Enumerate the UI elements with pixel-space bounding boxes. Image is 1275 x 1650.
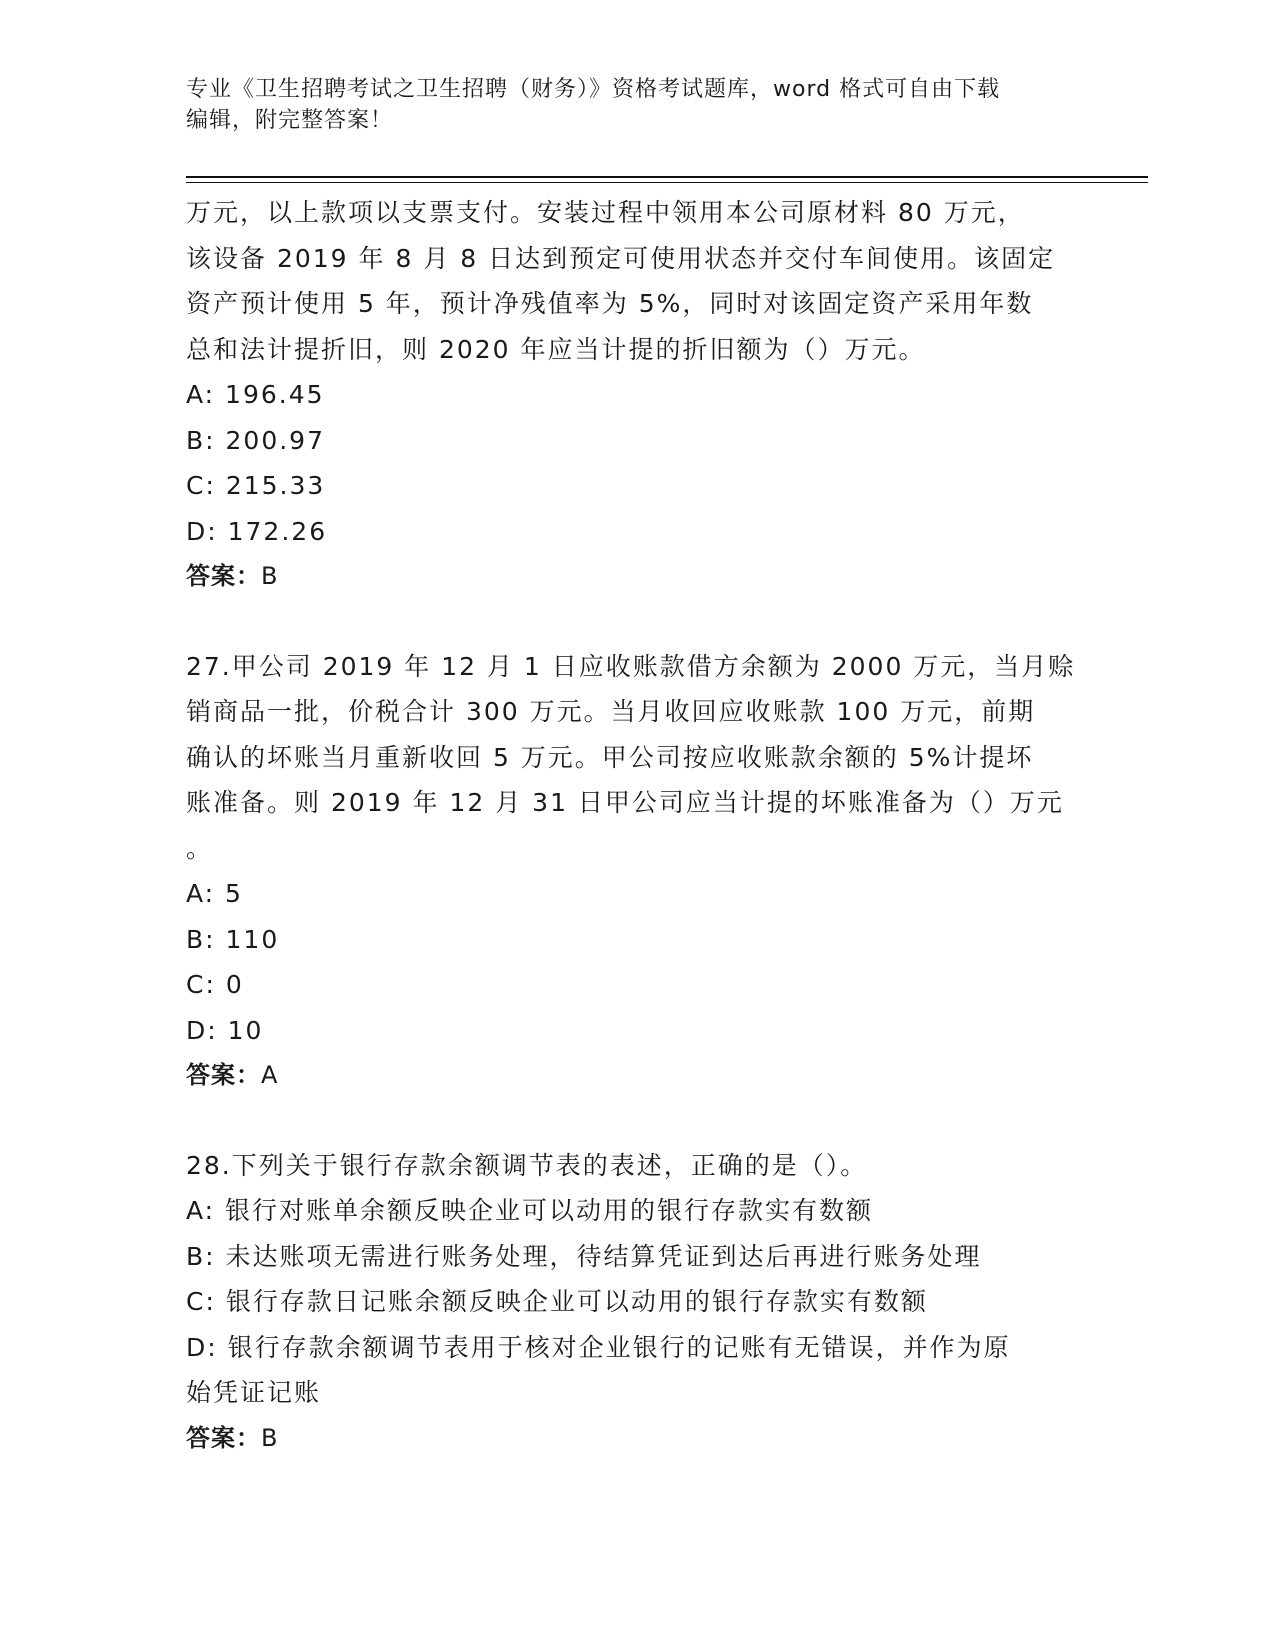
option-b: B: 未达账项无需进行账务处理，待结算凭证到达后再进行账务处理: [186, 1241, 982, 1271]
option-a: A: 5: [186, 879, 243, 908]
document-header: [186, 74, 1086, 136]
question-stem-line: 销商品一批，价税合计 300 万元。当月收回应收账款 100 万元，前期: [186, 697, 1036, 726]
question-stem-line: 。: [186, 833, 214, 863]
answer-label: 答案：: [186, 1061, 261, 1089]
option-b: B: 200.97: [186, 425, 325, 455]
option-a: A: 银行对账单余额反映企业可以动用的银行存款实有数额: [186, 1196, 874, 1225]
question-27: [186, 644, 1086, 1099]
question-stem-line: 资产预计使用 5 年，预计净残值率为 5%，同时对该固定资产采用年数: [186, 289, 1034, 318]
option-d: D: 银行存款余额调节表用于核对企业银行的记账有无错误，并作为原: [186, 1332, 1011, 1362]
question-stem-line: 账准备。则 2019 年 12 月 31 日甲公司应当计提的坏账准备为（）万元: [186, 788, 1064, 817]
answer-line: [186, 1416, 1086, 1462]
option-a: A: 196.45: [186, 380, 325, 409]
option-d: D: 172.26: [186, 516, 328, 546]
question-26: [186, 190, 1086, 600]
header-divider-thin: [186, 182, 1148, 183]
answer-label: 答案：: [186, 562, 261, 590]
question-stem-line: 确认的坏账当月重新收回 5 万元。甲公司按应收账款余额的 5%计提坏: [186, 742, 1034, 772]
spacer: [186, 1099, 1086, 1143]
spacer: [186, 600, 1086, 644]
question-stem-line: 万元，以上款项以支票支付。安装过程中领用本公司原材料 80 万元，: [186, 198, 1025, 227]
option-d-continued: 始凭证记账: [186, 1378, 322, 1407]
header-divider-thick: [186, 176, 1148, 178]
header-title-line-1: 专业《卫生招聘考试之卫生招聘（财务）》资格考试题库，word 格式可自由下载: [186, 77, 1001, 102]
answer-value: B: [261, 562, 279, 590]
question-content: [186, 190, 1086, 1461]
option-c: C: 215.33: [186, 471, 326, 500]
answer-line: [186, 1053, 1086, 1099]
option-c: C: 银行存款日记账余额反映企业可以动用的银行存款实有数额: [186, 1287, 928, 1316]
option-c: C: 0: [186, 970, 244, 999]
option-d: D: 10: [186, 1015, 264, 1045]
question-stem-line: 27.甲公司 2019 年 12 月 1 日应收账款借方余额为 2000 万元，当月赊: [186, 651, 1076, 681]
answer-value: B: [261, 1423, 279, 1452]
answer-label: 答案：: [186, 1423, 261, 1452]
header-title-line-2: 编辑，附完整答案！: [186, 108, 394, 133]
answer-value: A: [261, 1061, 279, 1089]
question-28: [186, 1143, 1086, 1462]
option-b: B: 110: [186, 924, 280, 954]
question-stem-line: 28.下列关于银行存款余额调节表的表述，正确的是（）。: [186, 1150, 868, 1180]
answer-line: [186, 554, 1086, 600]
question-stem-line: 该设备 2019 年 8 月 8 日达到预定可使用状态并交付车间使用。该固定: [186, 243, 1056, 273]
question-stem-line: 总和法计提折旧，则 2020 年应当计提的折旧额为（）万元。: [186, 334, 926, 364]
